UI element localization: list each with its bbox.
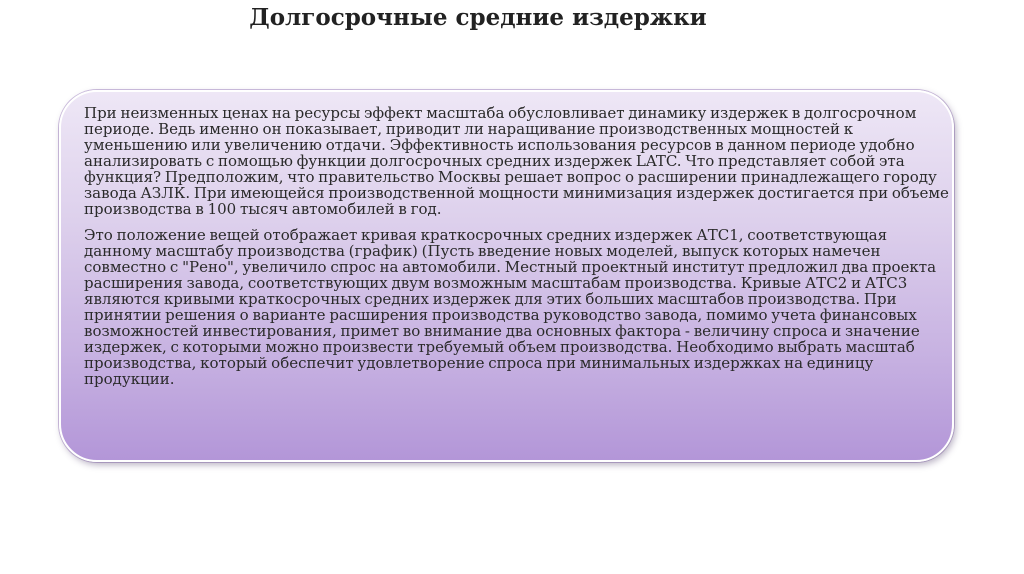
slide-title: Долгосрочные средние издержки <box>249 4 707 31</box>
paragraph-1: При неизменных ценах на ресурсы эффект масштаба обусловливает динамику издержек в долгосрочном периоде. Ведь именно он показывает, приводит ли наращивание производственных мощностей к уменьшению или увеличению отдачи. Эффективность использования ресурсов в данном периоде удобно анализировать с помощью функции долгосрочных средних издержек LATC. Что представляет собой эта функция? Предположим, что правительство Москвы решает вопрос о расширении принадлежащего городу завода АЗЛК. При имеющейся производственной мощности минимизация издержек достигается при объеме производства в 100 тысяч автомобилей в год. <box>84 104 949 218</box>
content-text <box>84 105 950 397</box>
paragraph-2: Это положение вещей отображает кривая краткосрочных средних издержек АТС1, соответствующая данному масштабу производства (график) (Пусть введение новых моделей, выпуск которых намечен совместно с "Рено", увеличило спрос на автомобили. Местный проектный институт предложил два проекта расширения завода, соответствующих двум возможным масштабам производства. Кривые АТС2 и АТС3 являются кривыми краткосрочных средних издержек для этих больших масштабов производства. При принятии решения о варианте расширения производства руководство завода, помимо учета финансовых возможностей инвестирования, примет во внимание два основных фактора - величину спроса и значение издержек, с которыми можно произвести требуемый объем производства. Необходимо выбрать масштаб производства, который обеспечит удовлетворение спроса при минимальных издержках на единицу продукции. <box>84 226 937 388</box>
